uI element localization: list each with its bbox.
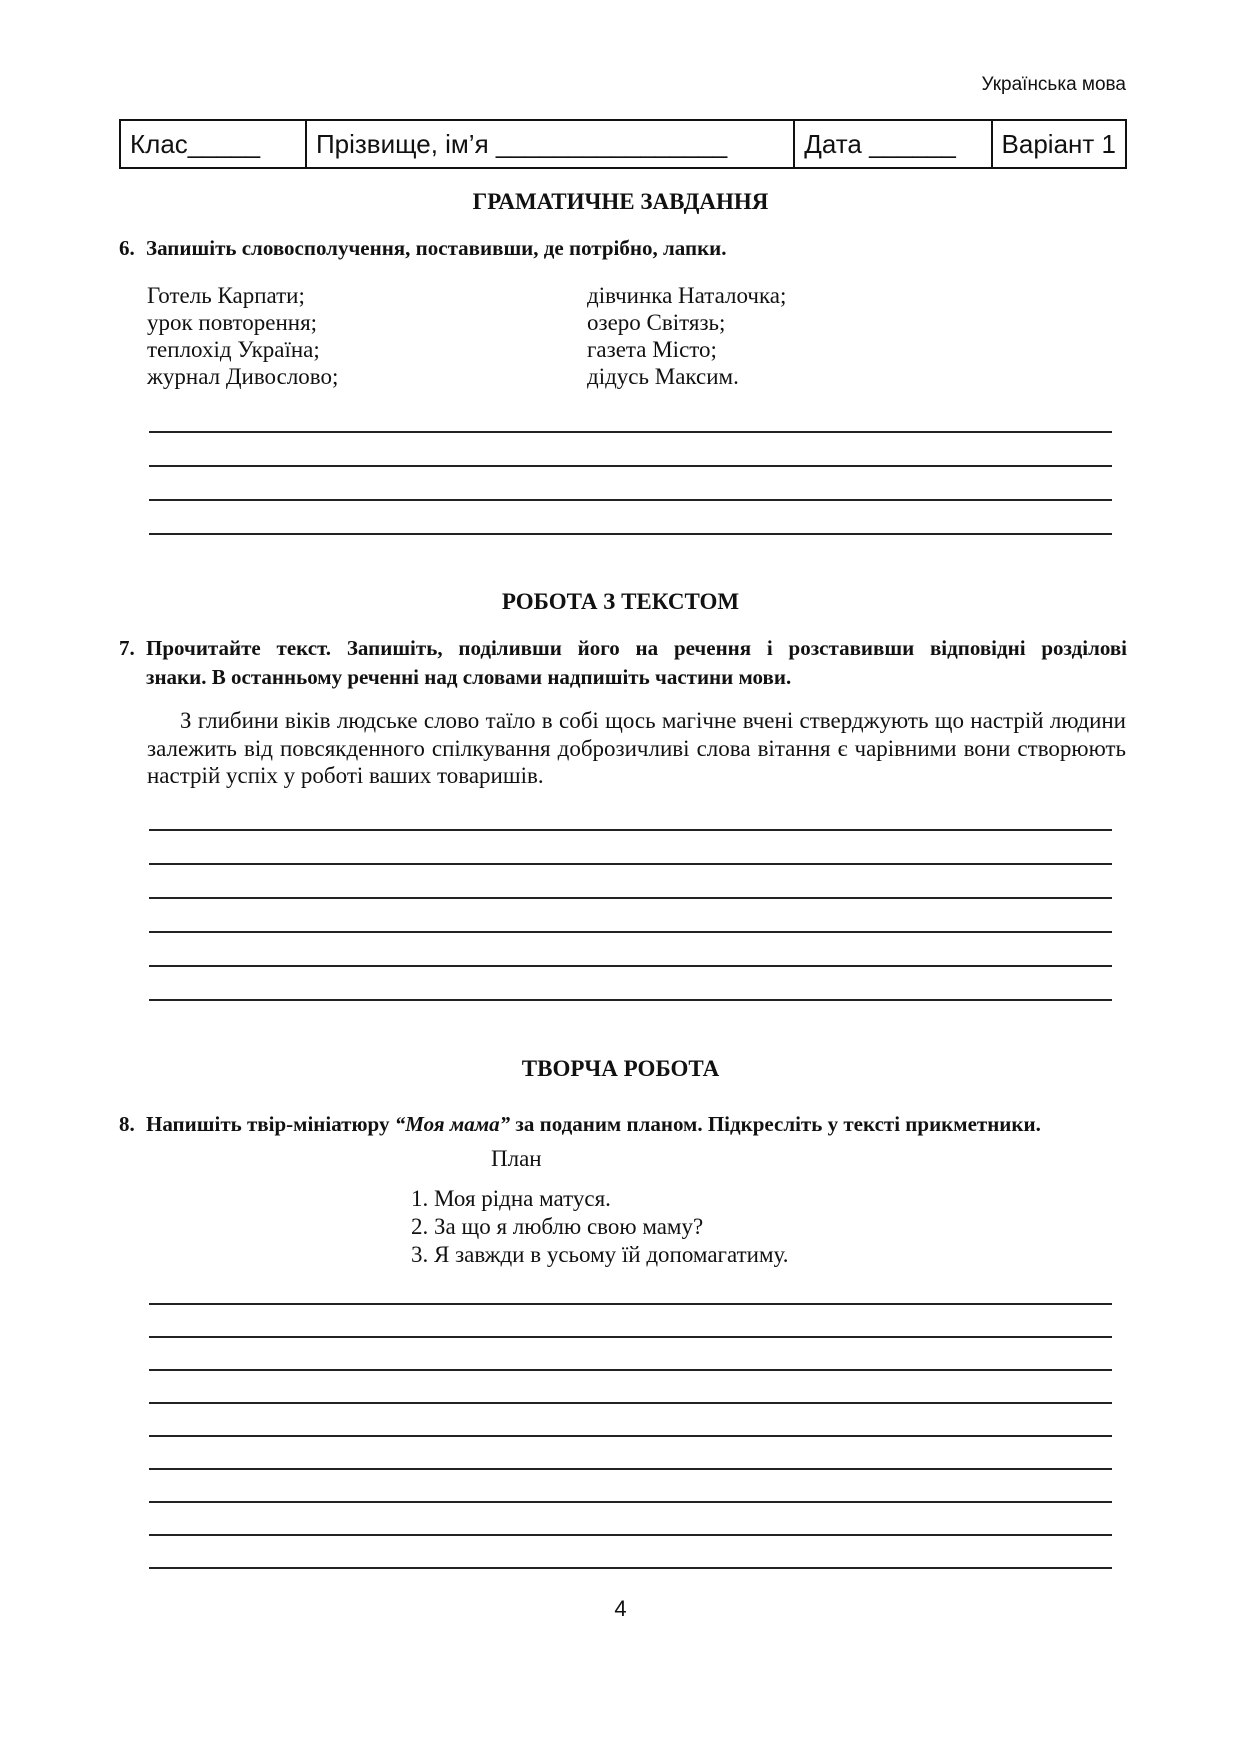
source-paragraph: З глибини віків людське слово таїло в собі щось магічне вчені стверджують що настрій людини залежить від повсякденного спілкування доброзичливі слова вітання є чарівними вони створюють настрій успіх у роботі ваших товаришів. (147, 708, 1126, 788)
class-field[interactable]: Клас_____ (120, 120, 306, 168)
answer-line[interactable] (149, 1402, 1112, 1404)
answer-line[interactable] (149, 863, 1112, 865)
answer-line[interactable] (149, 431, 1112, 433)
plan-item: 2. За що я люблю свою маму? (411, 1214, 704, 1239)
plan-title: План (491, 1146, 542, 1171)
answer-line[interactable] (149, 897, 1112, 899)
list-item: газета Місто; (587, 337, 717, 362)
answer-line[interactable] (149, 965, 1112, 967)
answer-line[interactable] (149, 1303, 1112, 1305)
answer-line[interactable] (149, 1369, 1112, 1371)
list-item: дідусь Максим. (587, 364, 739, 389)
page-number: 4 (614, 1596, 627, 1621)
plan-list (411, 1185, 788, 1269)
list-item: журнал Дивослово; (147, 364, 339, 389)
name-field[interactable]: Прізвище, ім’я ________________ (306, 120, 794, 168)
list-item: теплохід Україна; (147, 337, 320, 362)
answer-line[interactable] (149, 1534, 1112, 1536)
task-8-title: “Моя мама” (394, 1112, 511, 1136)
grammar-heading: ГРАМАТИЧНЕ ЗАВДАННЯ (472, 189, 769, 214)
task-8-prefix: Напишіть твір-мініатюру (146, 1112, 395, 1136)
list-item: озеро Світязь; (587, 310, 726, 335)
subject-label: Українська мова (981, 74, 1126, 95)
list-item: дівчинка Наталочка; (587, 283, 787, 308)
answer-line[interactable] (149, 1435, 1112, 1437)
task-7 (119, 634, 1127, 692)
answer-line[interactable] (149, 1336, 1112, 1338)
plan-item: 3. Я завжди в усьому їй допомагатиму. (411, 1242, 789, 1267)
task-8 (119, 1110, 1127, 1139)
text-work-heading: РОБОТА З ТЕКСТОМ (501, 589, 740, 614)
answer-line[interactable] (149, 1468, 1112, 1470)
answer-line[interactable] (149, 829, 1112, 831)
answer-line[interactable] (149, 533, 1112, 535)
creative-heading: ТВОРЧА РОБОТА (521, 1056, 720, 1081)
variant-label: Варіант 1 (992, 120, 1126, 168)
word-list-right (587, 282, 786, 390)
task-8-number: 8. (119, 1112, 135, 1136)
task-6 (119, 234, 1127, 263)
list-item: Готель Карпати; (147, 283, 305, 308)
task-7-line-1: Прочитайте текст. Запишіть, поділивши його на речення і розставивши відповідні розділові (146, 636, 1127, 660)
task-8-suffix: за поданим планом. Підкресліть у тексті прикметники. (510, 1112, 1041, 1136)
task-6-number: 6. (119, 236, 135, 260)
answer-line[interactable] (149, 1501, 1112, 1503)
list-item: урок повторення; (147, 310, 318, 335)
answer-line[interactable] (149, 931, 1112, 933)
answer-line[interactable] (149, 999, 1112, 1001)
plan-item: 1. Моя рідна матуся. (411, 1186, 611, 1211)
answer-line[interactable] (149, 465, 1112, 467)
task-7-line-2: знаки. В останньому реченні над словами надпишіть частини мови. (146, 665, 792, 689)
task-7-number: 7. (119, 636, 135, 660)
student-info-header (119, 119, 1127, 169)
answer-line[interactable] (149, 1567, 1112, 1569)
task-6-text: Запишіть словосполучення, поставивши, де потрібно, лапки. (146, 236, 727, 260)
word-list-left (147, 282, 338, 390)
answer-line[interactable] (149, 499, 1112, 501)
date-field[interactable]: Дата ______ (794, 120, 991, 168)
